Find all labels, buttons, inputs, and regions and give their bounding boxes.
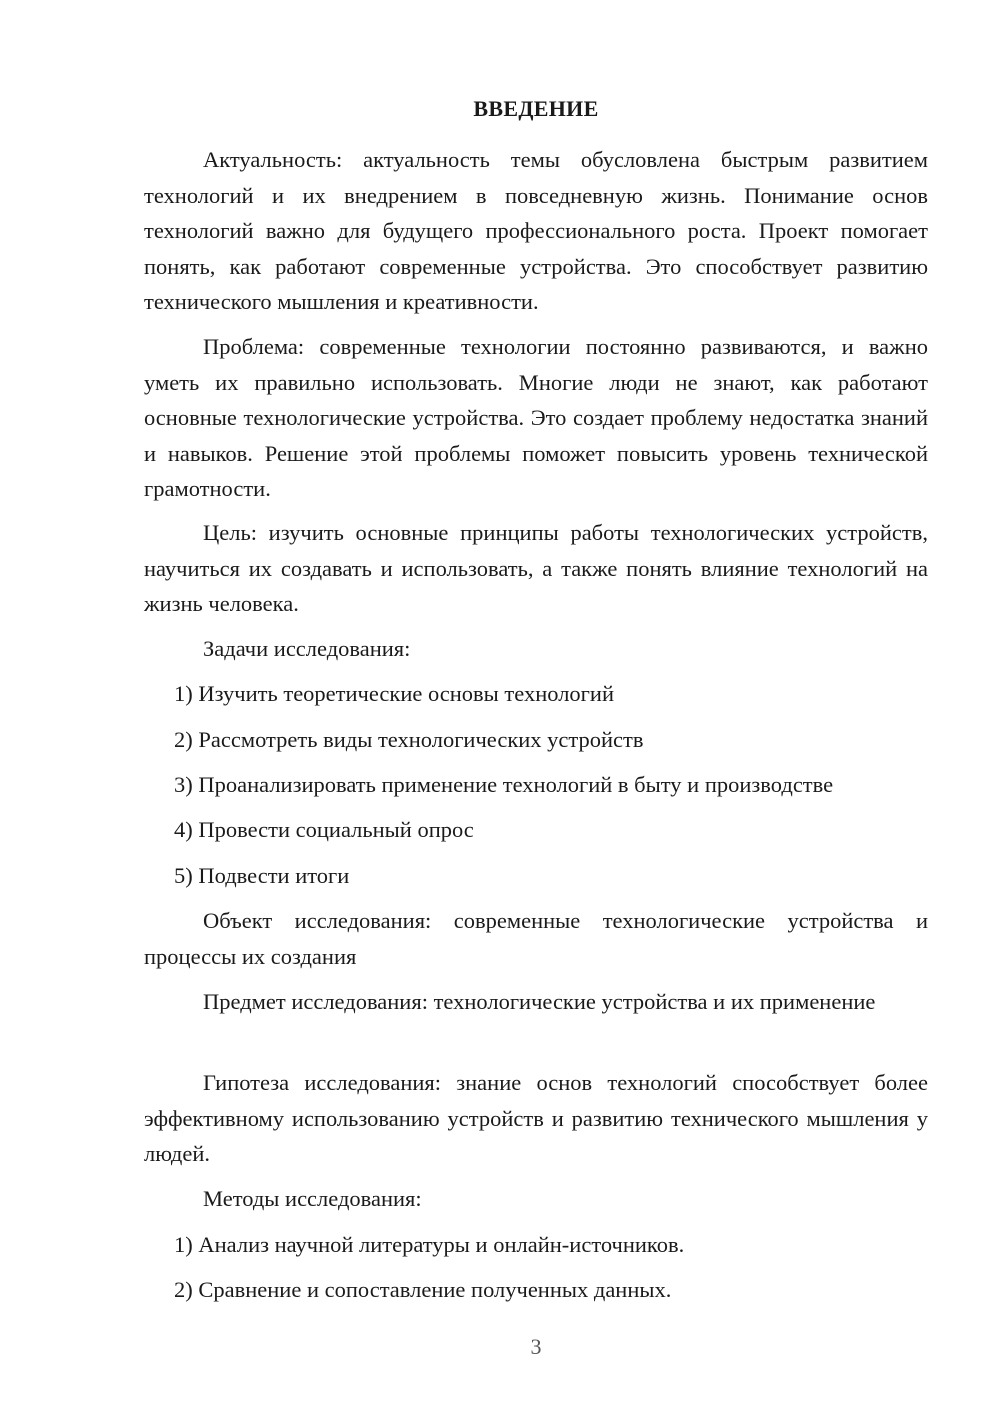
task-item: 1) Изучить теоретические основы технологий (174, 681, 614, 706)
page-number: 3 (530, 1334, 542, 1359)
task-item: 4) Провести социальный опрос (174, 817, 474, 842)
object-paragraph: Объект исследования: современные технологические устройства и процессы их создания (144, 908, 928, 969)
task-item: 2) Рассмотреть виды технологических устройств (174, 727, 644, 752)
method-item: 1) Анализ научной литературы и онлайн-источников. (174, 1232, 685, 1257)
task-item: 3) Проанализировать применение технологий в быту и производстве (174, 772, 834, 797)
page-title: ВВЕДЕНИЕ (473, 96, 599, 121)
goal-paragraph: Цель: изучить основные принципы работы технологических устройств, научиться их создавать и использовать, а также понять влияние технологий на жизнь человека. (144, 520, 928, 616)
methods-heading: Методы исследования: (203, 1186, 422, 1211)
subject-paragraph: Предмет исследования: технологические устройства и их применение (203, 989, 876, 1014)
task-item: 5) Подвести итоги (174, 863, 350, 888)
tasks-heading: Задачи исследования: (203, 636, 411, 661)
method-item: 2) Сравнение и сопоставление полученных данных. (174, 1277, 672, 1302)
relevance-paragraph: Актуальность: актуальность темы обусловлена быстрым развитием технологий и их внедрением в повседневную жизнь. Понимание основ технологий важно для будущего профессионального роста. Проект помогает понять, как работают современные устройства. Это способствует развитию технического мышления и креативности. (144, 147, 928, 314)
problem-paragraph: Проблема: современные технологии постоянно развиваются, и важно уметь их правильно использовать. Многие люди не знают, как работают основные технологические устройства. Это создает проблему недостатка знаний и навыков. Решение этой проблемы поможет повысить уровень технической грамотности. (144, 334, 928, 501)
hypothesis-paragraph: Гипотеза исследования: знание основ технологий способствует более эффективному использованию устройств и развитию технического мышления у людей. (144, 1070, 928, 1166)
